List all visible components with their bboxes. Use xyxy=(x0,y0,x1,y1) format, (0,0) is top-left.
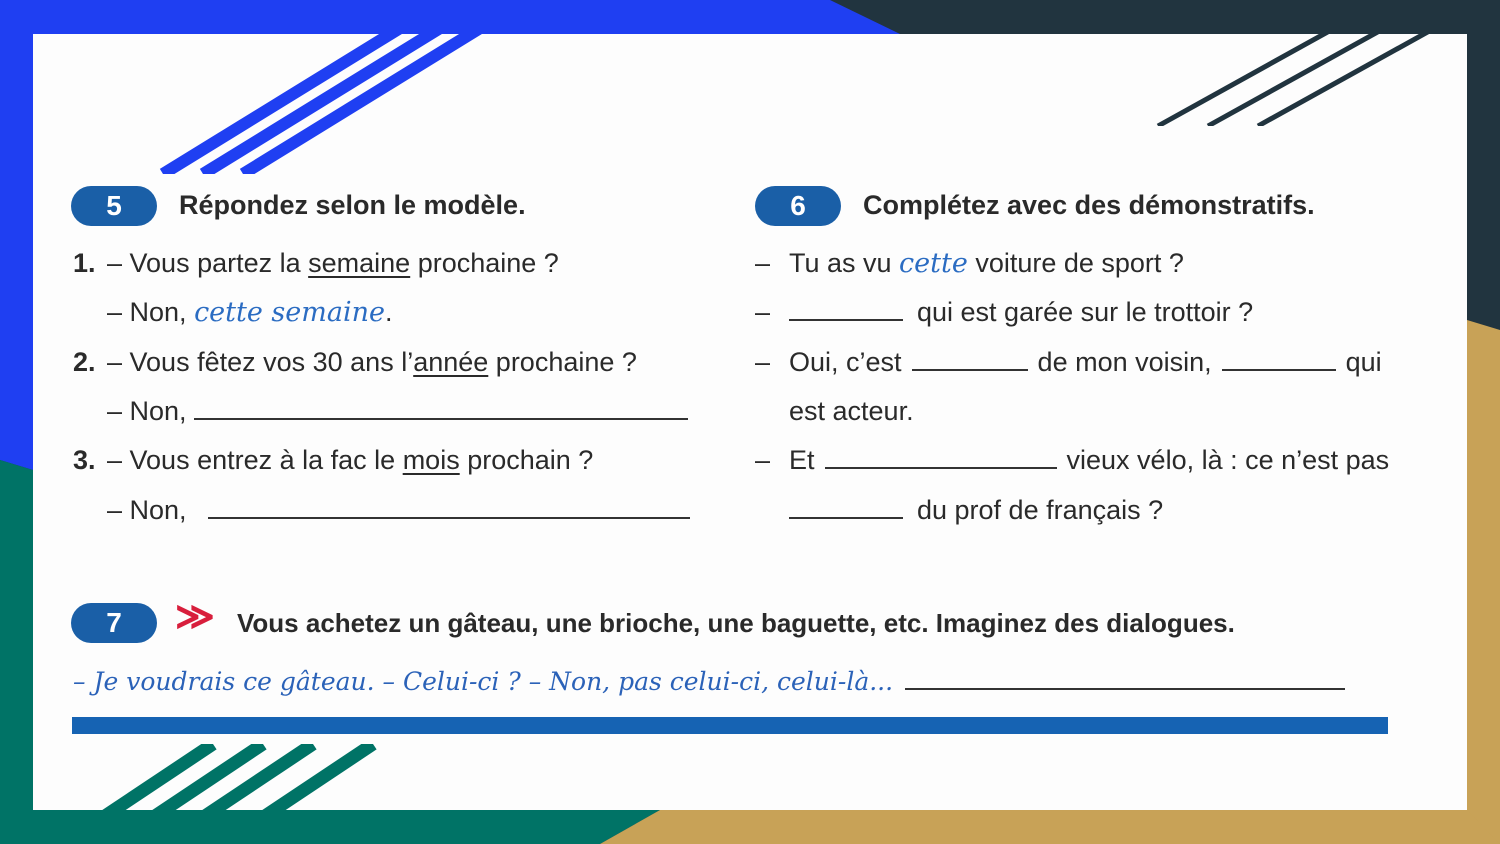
ex6-line-6: du prof de français ? xyxy=(789,495,1163,526)
answer-blank[interactable] xyxy=(789,319,903,321)
ex5-answer-2: – Non, xyxy=(107,396,698,427)
exercise-6-badge: 6 xyxy=(755,186,841,226)
ex5-question-3: 3. – Vous entrez à la fac le mois prochain ? xyxy=(73,445,594,475)
ex5-question-2: 2. – Vous fêtez vos 30 ans l’année prochaine ? xyxy=(73,347,637,377)
ex6-line-4: est acteur. xyxy=(789,396,914,426)
ex6-line-3: – Oui, c’est de mon voisin, qui xyxy=(755,347,1382,377)
exercise-5-title: Répondez selon le modèle. xyxy=(179,190,526,220)
bottom-blue-bar xyxy=(72,717,1388,734)
blue-stripes-decoration xyxy=(33,34,553,174)
ex7-example xyxy=(73,666,1355,697)
answer-blank[interactable] xyxy=(912,369,1028,371)
exercise-5-badge: 5 xyxy=(71,186,157,226)
handwritten-answer: cette xyxy=(899,248,968,279)
ex6-line-5: – Et vieux vélo, là : ce n’est pas xyxy=(755,445,1390,475)
handwritten-example: – Je voudrais ce gâteau. – Celui-ci ? – Non, pas celui-ci, celui-là... xyxy=(73,667,894,696)
worksheet-page xyxy=(33,34,1467,810)
ex5-answer-3: – Non, xyxy=(107,495,700,526)
exercise-7-badge: 7 xyxy=(71,603,157,643)
answer-blank[interactable] xyxy=(208,517,690,519)
ex6-line-1: – Tu as vu cette voiture de sport ? xyxy=(755,248,1184,279)
ex6-line-2: – qui est garée sur le trottoir ? xyxy=(755,297,1254,327)
teal-stripes-decoration xyxy=(33,744,393,810)
ex5-answer-1: – Non, cette semaine. xyxy=(107,297,393,328)
answer-blank[interactable] xyxy=(905,688,1345,690)
exercise-7-title: Vous achetez un gâteau, une brioche, une baguette, etc. Imaginez des dialogues. xyxy=(237,608,1235,638)
handwritten-answer: cette semaine xyxy=(194,297,385,328)
answer-blank[interactable] xyxy=(789,517,903,519)
dark-stripes-decoration xyxy=(1153,34,1467,126)
double-arrow-icon: ≫ xyxy=(175,596,215,638)
answer-blank[interactable] xyxy=(1222,369,1336,371)
exercise-6-title: Complétez avec des démonstratifs. xyxy=(863,190,1315,220)
answer-blank[interactable] xyxy=(825,467,1057,469)
answer-blank[interactable] xyxy=(194,418,688,420)
ex5-question-1: 1. – Vous partez la semaine prochaine ? xyxy=(73,248,559,278)
